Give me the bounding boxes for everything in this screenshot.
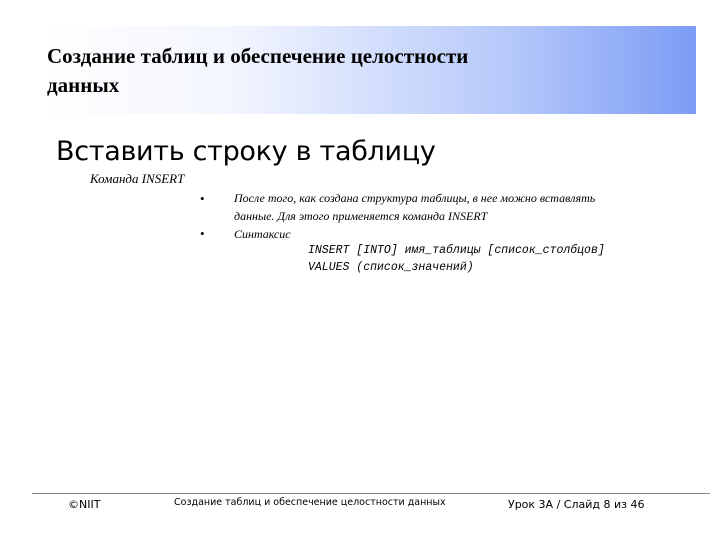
left-bar [0,0,24,540]
subheading: Команда INSERT [90,171,185,186]
code-line: VALUES (список_значений) [308,261,474,274]
slide-title: Вставить строку в таблицу [56,136,436,167]
bullet-text-line: Синтаксис [234,227,291,241]
footer-page-number: Урок 3A / Слайд 8 из 46 [508,498,645,511]
code-line: INSERT [INTO] имя_таблицы [список_столбцов] [308,244,605,257]
footer-divider [32,493,710,494]
footer-title: Создание таблиц и обеспечение целостности данных [174,497,446,508]
bullet-text [234,225,694,243]
footer-copyright: ©NIIT [68,498,101,511]
bullet-marker: • [200,191,205,206]
bullet-marker: • [200,226,205,241]
header-title-line2: данных [47,73,120,97]
header-title-line1: Создание таблиц и обеспечение целостности [47,44,469,68]
header-title [47,42,647,100]
header-banner [40,26,696,114]
bullet-text-line: После того, как создана структура таблицы, в нее можно вставлять [234,191,596,205]
bullet-text-line: данные. Для этого применяется команда INSERT [234,209,488,223]
bullet-text [234,189,694,225]
